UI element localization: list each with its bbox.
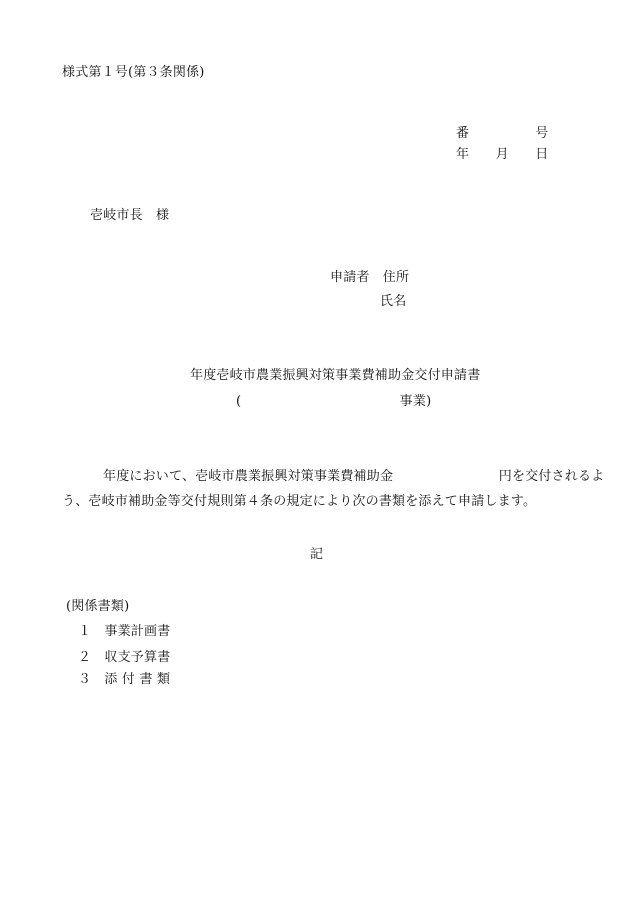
- project-name-line: ( 事業): [236, 394, 432, 409]
- attachments-heading: (関係書類): [66, 599, 130, 614]
- form-number: 様式第１号(第３条関係): [62, 65, 205, 80]
- applicant-name-label: 氏名: [380, 294, 407, 309]
- date-label: 年 月 日: [456, 147, 549, 162]
- document-title: 年度壱岐市農業振興対策事業費補助金交付申請書: [190, 368, 481, 383]
- ki-heading: 記: [310, 547, 324, 562]
- applicant-address-label: 申請者 住所: [330, 270, 410, 285]
- attachment-item: ２ 収支予算書: [78, 650, 171, 665]
- addressee: 壱岐市長 様: [90, 208, 170, 223]
- attachment-item: ３ 添 付 書 類: [78, 672, 171, 687]
- body-text-line-1: 年度において、壱岐市農業振興対策事業費補助金 円を交付されるよ: [103, 469, 605, 484]
- body-text-line-2: う、壱岐市補助金等交付規則第４条の規定により次の書類を添えて申請します。: [62, 494, 537, 509]
- attachment-item: １ 事業計画書: [78, 624, 171, 639]
- document-number-label: 番 号: [456, 126, 549, 141]
